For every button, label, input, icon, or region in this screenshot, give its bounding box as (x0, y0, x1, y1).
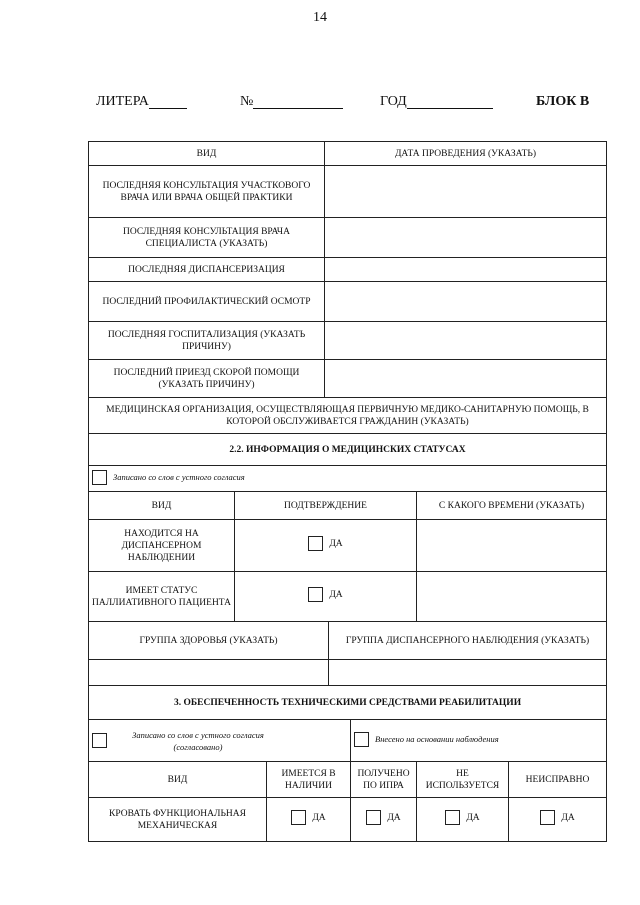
table-row (89, 798, 607, 842)
yes-label: ДА (466, 812, 480, 823)
not-used-yes-checkbox[interactable] (445, 810, 460, 825)
consent-checkbox[interactable] (92, 470, 107, 485)
faulty-cell (509, 798, 607, 842)
col-since-header: С КАКОГО ВРЕМЕНИ (УКАЗАТЬ) (417, 492, 607, 520)
observation-row (351, 720, 607, 762)
yes-label: ДА (387, 812, 401, 823)
number-input-line[interactable] (253, 94, 343, 109)
col-faulty-header: НЕИСПРАВНО (509, 762, 607, 798)
year-input-line[interactable] (407, 94, 493, 109)
since-input-cell[interactable] (417, 520, 607, 572)
faulty-yes-checkbox[interactable] (540, 810, 555, 825)
litera-label: ЛИТЕРА (96, 94, 149, 109)
date-input-cell[interactable] (325, 360, 607, 398)
col-type-header: ВИД (89, 762, 267, 798)
table-row (89, 322, 607, 360)
rehab-means-table (88, 685, 607, 842)
row-label: ПОСЛЕДНИЙ ПРОФИЛАКТИЧЕСКИЙ ОСМОТР (89, 282, 325, 322)
table-row (89, 218, 607, 258)
table-row (89, 572, 607, 622)
consent-row (89, 466, 607, 492)
row-label: ПОСЛЕДНИЙ ПРИЕЗД СКОРОЙ ПОМОЩИ (УКАЗАТЬ ПРИЧИНУ) (89, 360, 325, 398)
row-label: НАХОДИТСЯ НА ДИСПАНСЕРНОМ НАБЛЮДЕНИИ (89, 520, 235, 572)
available-cell (267, 798, 351, 842)
litera-input-line[interactable] (149, 94, 187, 109)
year-field (380, 94, 407, 110)
row-label: ПОСЛЕДНЯЯ КОНСУЛЬТАЦИЯ ВРАЧА СПЕЦИАЛИСТА (УКАЗАТЬ) (89, 218, 325, 258)
number-label: № (240, 94, 254, 109)
observation-note: Внесено на основании наблюдения (375, 734, 499, 744)
col-type-header: ВИД (89, 492, 235, 520)
received-cell (351, 798, 417, 842)
year-label: ГОД (380, 94, 407, 109)
section-22-title: 2.2. ИНФОРМАЦИЯ О МЕДИЦИНСКИХ СТАТУСАХ (89, 434, 607, 466)
yes-label: ДА (312, 812, 326, 823)
yes-label: ДА (561, 812, 575, 823)
date-input-cell[interactable] (325, 258, 607, 282)
page-number: 14 (313, 10, 327, 25)
consent-note: Записано со слов с устного согласия (согласовано) (132, 729, 264, 752)
row-label: КРОВАТЬ ФУНКЦИОНАЛЬНАЯ МЕХАНИЧЕСКАЯ (89, 798, 267, 842)
yes-label: ДА (329, 538, 343, 549)
table-row (89, 258, 607, 282)
row-label: ПОСЛЕДНЯЯ ДИСПАНСЕРИЗАЦИЯ (89, 258, 325, 282)
consent-row (89, 720, 351, 762)
table-row (89, 360, 607, 398)
section-3-title: 3. ОБЕСПЕЧЕННОСТЬ ТЕХНИЧЕСКИМИ СРЕДСТВАМИ РЕАБИЛИТАЦИИ (89, 686, 607, 720)
visits-table (88, 141, 607, 434)
form-header (96, 94, 596, 116)
col-available-header: ИМЕЕТСЯ В НАЛИЧИИ (267, 762, 351, 798)
date-input-cell[interactable] (325, 282, 607, 322)
confirm-cell (235, 520, 417, 572)
col-confirm-header: ПОДТВЕРЖДЕНИЕ (235, 492, 417, 520)
row-label: ИМЕЕТ СТАТУС ПАЛЛИАТИВНОГО ПАЦИЕНТА (89, 572, 235, 622)
dispensary-yes-checkbox[interactable] (308, 536, 323, 551)
row-label: ПОСЛЕДНЯЯ ГОСПИТАЛИЗАЦИЯ (УКАЗАТЬ ПРИЧИНУ) (89, 322, 325, 360)
col-type-header: ВИД (89, 142, 325, 166)
consent-checkbox[interactable] (92, 733, 107, 748)
org-row-label: МЕДИЦИНСКАЯ ОРГАНИЗАЦИЯ, ОСУЩЕСТВЛЯЮЩАЯ ПЕРВИЧНУЮ МЕДИКО-САНИТАРНУЮ ПОМОЩЬ, В КОТОРОЙ ОБСЛУЖИВАЕТСЯ ГРАЖДАНИН (УКАЗАТЬ) (89, 398, 607, 434)
table-row (89, 166, 607, 218)
observation-checkbox[interactable] (354, 732, 369, 747)
table-row (89, 398, 607, 434)
date-input-cell[interactable] (325, 322, 607, 360)
block-label: БЛОК В (536, 94, 590, 109)
statuses-table (88, 433, 607, 686)
confirm-cell (235, 572, 417, 622)
col-date-header: ДАТА ПРОВЕДЕНИЯ (УКАЗАТЬ) (325, 142, 607, 166)
number-field (240, 94, 253, 110)
received-yes-checkbox[interactable] (366, 810, 381, 825)
row-label: ПОСЛЕДНЯЯ КОНСУЛЬТАЦИЯ УЧАСТКОВОГО ВРАЧА ИЛИ ВРАЧА ОБЩЕЙ ПРАКТИКИ (89, 166, 325, 218)
col-not-used-header: НЕ ИСПОЛЬЗУЕТСЯ (417, 762, 509, 798)
date-input-cell[interactable] (325, 218, 607, 258)
dispensary-group-label: ГРУППА ДИСПАНСЕРНОГО НАБЛЮДЕНИЯ (УКАЗАТЬ) (329, 622, 607, 660)
table-row (89, 282, 607, 322)
consent-note: Записано со слов с устного согласия (113, 472, 245, 482)
health-group-input[interactable] (89, 660, 329, 686)
table-row (89, 142, 607, 166)
palliative-yes-checkbox[interactable] (308, 587, 323, 602)
dispensary-group-input[interactable] (329, 660, 607, 686)
col-received-header: ПОЛУЧЕНО ПО ИПРА (351, 762, 417, 798)
available-yes-checkbox[interactable] (291, 810, 306, 825)
yes-label: ДА (329, 589, 343, 600)
date-input-cell[interactable] (325, 166, 607, 218)
since-input-cell[interactable] (417, 572, 607, 622)
table-row (89, 520, 607, 572)
litera-field (96, 94, 149, 110)
health-group-label: ГРУППА ЗДОРОВЬЯ (УКАЗАТЬ) (89, 622, 329, 660)
not-used-cell (417, 798, 509, 842)
